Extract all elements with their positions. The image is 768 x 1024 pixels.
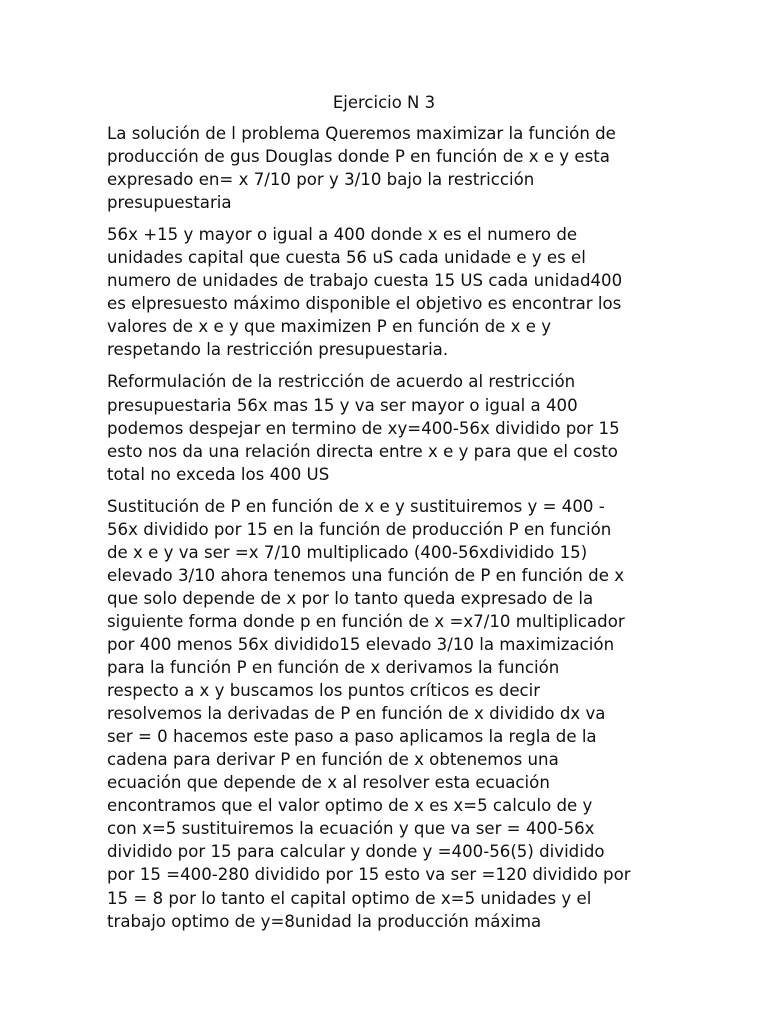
paragraph-3 — [107, 370, 667, 485]
text-line: podemos despejar en termino de xy=400-56x dividido por 15 — [107, 418, 620, 438]
text-line: respetando la restricción presupuestaria. — [107, 340, 449, 360]
text-line: de x e y va ser =x 7/10 multiplicado (400-56xdividido 15) — [107, 542, 588, 562]
page-title-text: Ejercicio N 3 — [332, 93, 436, 112]
text-line: 56x dividido por 15 en la función de producción P en función — [107, 519, 612, 539]
text-line: unidades capital que cuesta 56 uS cada unidade e y es el — [107, 248, 586, 268]
text-line: ser = 0 hacemos este paso a paso aplicamos la regla de la — [107, 727, 597, 747]
text-line: cadena para derivar P en función de x obtenemos una — [107, 750, 559, 770]
text-line: valores de x e y que maximizen P en función de x e y — [107, 317, 552, 337]
text-line: 56x +15 y mayor o igual a 400 donde x es el numero de — [107, 225, 578, 245]
text-line: presupuestaria 56x mas 15 y va ser mayor o igual a 400 — [107, 395, 578, 415]
document-body — [107, 122, 667, 942]
text-line: Reformulación de la restricción de acuerdo al restricción — [107, 372, 576, 392]
text-line: resolvemos la derivadas de P en función de x dividido dx va — [107, 704, 606, 724]
text-line: esto nos da una relación directa entre x e y para que el costo — [107, 441, 618, 461]
text-line: por 15 =400-280 dividido por 15 esto va ser =120 dividido por — [107, 865, 631, 885]
text-line: Sustitución de P en función de x e y sustituiremos y = 400 - — [107, 496, 605, 516]
text-line: con x=5 sustituiremos la ecuación y que va ser = 400-56x — [107, 819, 595, 839]
paragraph-2 — [107, 223, 667, 361]
paragraph-4 — [107, 495, 667, 933]
text-line: es elpresuesto máximo disponible el objetivo es encontrar los — [107, 294, 622, 314]
text-line: La solución de l problema Queremos maximizar la función de — [107, 124, 616, 143]
text-line: encontramos que el valor optimo de x es x=5 calculo de y — [107, 796, 593, 816]
text-line: por 400 menos 56x dividido15 elevado 3/10 la maximización — [107, 634, 615, 654]
text-line: total no exceda los 400 US — [107, 464, 330, 484]
text-line: 15 = 8 por lo tanto el capital optimo de x=5 unidades y el — [107, 888, 592, 908]
text-line: trabajo optimo de y=8unidad la producción máxima — [107, 911, 542, 931]
text-line: dividido por 15 para calcular y donde y =400-56(5) dividido — [107, 842, 605, 862]
text-line: producción de gus Douglas donde P en función de x e y esta — [107, 147, 610, 167]
text-line: para la función P en función de x derivamos la función — [107, 658, 560, 678]
paragraph-1 — [107, 122, 667, 214]
text-line: expresado en= x 7/10 por y 3/10 bajo la restricción — [107, 170, 535, 190]
page-title — [0, 91, 768, 114]
text-line: respecto a x y buscamos los puntos críticos es decir — [107, 681, 541, 701]
text-line: que solo depende de x por lo tanto queda expresado de la — [107, 588, 594, 608]
text-line: numero de unidades de trabajo cuesta 15 US cada unidad400 — [107, 271, 623, 291]
text-line: siguiente forma donde p en función de x =x7/10 multiplicador — [107, 611, 625, 631]
text-line: elevado 3/10 ahora tenemos una función de P en función de x — [107, 565, 625, 585]
text-line: presupuestaria — [107, 193, 232, 213]
text-line: ecuación que depende de x al resolver esta ecuación — [107, 773, 550, 793]
